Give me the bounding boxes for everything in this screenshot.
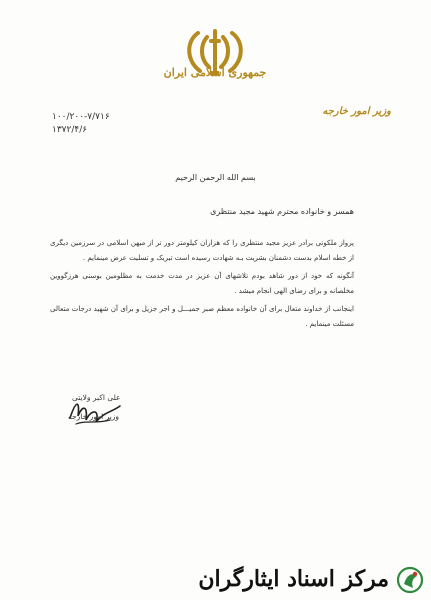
emblem-title: جمهوری اسلامی ایران bbox=[163, 66, 267, 79]
reference-block bbox=[52, 111, 110, 137]
archive-logo-icon bbox=[395, 566, 425, 594]
archive-name: مرکز اسناد ایثارگران bbox=[198, 566, 389, 592]
signatory-name: علی اکبر ولایتی bbox=[72, 393, 121, 402]
body-paragraph: اینجانب از خداوند متعال برای آن خانواده معظم صبر جمیـــل و اجر جزیل و برای آن شهید درجات متعالی مسئلت مینمایم . bbox=[50, 305, 354, 328]
reference-number: ۱۰۰/۲۰۰-۷/۷۱۶ bbox=[52, 112, 110, 122]
body-paragraph: پرواز ملکوتی برادر عزیز مجید منتظری را که هزاران کیلومتر دور تر از میهن اسلامی در سرزمین دیگری از خطه اسلام بدست دشمنان بشریت بـه شهادت رسیده است تبریک و تسلیت عرض مینمایم . bbox=[50, 239, 354, 262]
salutation: بسم الله الرحمن الرحیم bbox=[175, 173, 256, 182]
body-paragraph: آنگونه که خود از دور شاهد بودم تلاشهای آن عزیز در مدت خدمت به مظلومین بوسنی هرزگووین مخلصانه و برای رضای الهی انجام میشد . bbox=[50, 272, 354, 295]
addressee: همسر و خانواده محترم شهید مجید منتظری bbox=[210, 207, 354, 216]
letter-body bbox=[50, 236, 354, 335]
reference-date: ۱۳۷۲/۴/۶ bbox=[52, 125, 88, 135]
ministry-heading: وزیر امور خارجه bbox=[322, 106, 391, 117]
signatory-title: وزیر امور خارجه bbox=[68, 412, 120, 421]
